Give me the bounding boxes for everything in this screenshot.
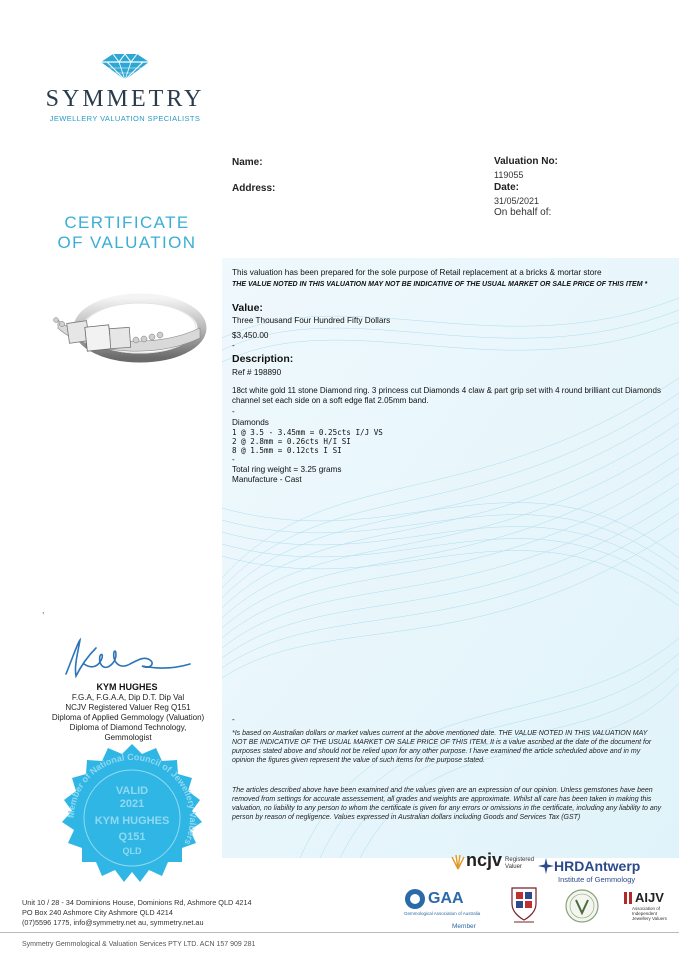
examination-note: The articles described above have been examined and the values given are an expression of our opinion. Unless gemstones have been removed from settings for accurate assessement, all grades and weights are approximate. Whilst all care has been taken in making this valuation, no liability to any person to whom the certificate is given for any errors or omissions in the certificate, including any liability to any person by reason of negligence. Values expressed in Australian dollars including Goods and Services Tax (GST) (232, 787, 662, 821)
footer-contact: (07)5596 1775, info@symmetry.net au, symmetry.net.au (22, 918, 204, 927)
notes-dash: - (232, 715, 235, 724)
aijv-text: AIJV (635, 890, 664, 905)
address-label: Address: (232, 183, 276, 194)
hrd-subtitle: Institute of Gemmology (558, 875, 636, 884)
aijv-sub-1: Association of (632, 906, 661, 911)
footer-divider (0, 932, 679, 933)
gaa-emblem-icon (404, 888, 426, 910)
credential-5: Gemmologist (104, 733, 152, 742)
credential-1: F.G.A, F.G.A.A, Dip D.T. Dip Val (71, 693, 185, 702)
ncjv-sub-1: Registered (505, 857, 535, 863)
signature-image (60, 634, 200, 684)
description-dash-1: - (232, 407, 235, 416)
aijv-sub-2: Independent (632, 911, 658, 916)
value-basis-note: *Is based on Australian dollars or market values current at the above mentioned date. THE VALUE NOTED IN THIS VALUATION MAY NOT BE INDICATIVE OF THE USUAL MARKET OR SALE PRICE OF THIS ITEM. It is a value ascribed at the date of the document for purposes stated above and should not be relied upon for any other purpose. I have examined the article scheduled above and in my opinion the figures given represent the value of such items for the purpose stated. (232, 730, 652, 764)
value-in-words: Three Thousand Four Hundred Fifty Dollars (232, 316, 391, 325)
diamond-line-1: 1 @ 3.5 - 3.45mm = 0.25cts I/J VS (232, 428, 383, 437)
signer-name: KYM HUGHES (96, 682, 158, 692)
description-heading: Description: (232, 353, 294, 365)
company-details: Symmetry Gemmological & Valuation Services PTY LTD. ACN 157 909 281 (22, 941, 256, 948)
valuation-no-label: Valuation No: (494, 156, 558, 167)
ncjv-logo (450, 850, 534, 871)
seal-line-5: QLD (122, 846, 142, 856)
seal-line-4: Q151 (118, 831, 146, 843)
gaa-text: GAA (428, 890, 464, 907)
ncjv-sunburst-icon (450, 853, 466, 871)
symmetry-logo (40, 52, 210, 123)
gaa-subtitle: Gemmological Association of Australia (404, 911, 481, 916)
credential-2: NCJV Registered Valuer Reg Q151 (65, 703, 191, 712)
diamond-logo-icon (93, 52, 157, 82)
manufacture: Manufacture - Cast (232, 475, 302, 484)
ncjv-text: ncjv (466, 850, 503, 870)
valuer-seal-stamp (56, 742, 208, 894)
value-amount: $3,450.00 (232, 331, 269, 340)
footer-address-2: PO Box 240 Ashmore City Ashmore QLD 4214 (22, 908, 173, 917)
certificate-title-line1: CERTIFICATE (64, 213, 190, 232)
diamonds-heading: Diamonds (232, 418, 269, 427)
gaa-member-label: Member (452, 923, 476, 930)
valuation-purpose: This valuation has been prepared for the sole purpose of Retail replacement at a bricks & mortar store (232, 268, 602, 277)
date-value: 31/05/2021 (494, 196, 540, 206)
value-heading: Value: (232, 302, 263, 314)
hrd-text: HRDAntwerp (554, 858, 641, 874)
on-behalf-label: On behalf of: (494, 207, 552, 218)
hrd-logo (538, 858, 640, 874)
seal-line-3: KYM HUGHES (94, 815, 170, 827)
date-label: Date: (494, 182, 520, 193)
seal-line-2: 2021 (119, 798, 145, 810)
reference-number: Ref # 198890 (232, 368, 282, 377)
certificate-title-line2: OF VALUATION (57, 233, 197, 252)
description-text: 18ct white gold 11 stone Diamond ring. 3 princess cut Diamonds 4 claw & part grip set with 4 round brilliant cut Diamonds channel set each side on a soft edge flat 2.05mm band. (232, 386, 661, 405)
ncjv-sub-2: Valuer (505, 864, 522, 870)
credential-3: Diploma of Applied Gemmology (Valuation) (51, 713, 205, 722)
certificate-title (42, 213, 212, 253)
hrd-star-icon (538, 858, 554, 874)
ring-photo (40, 280, 210, 390)
diamond-line-3: 8 @ 1.5mm = 0.12cts I SI (232, 446, 342, 455)
ring-weight: Total ring weight = 3.25 grams (232, 465, 342, 474)
seal-ring-text: Member of National Council of Jewellery Valuers (65, 751, 199, 847)
brand-tagline: JEWELLERY VALUATION SPECIALISTS (49, 114, 201, 123)
footer-address-1: Unit 10 / 28 - 34 Dominions House, Dominions Rd, Ashmore QLD 4214 (22, 898, 252, 907)
diamond-line-2: 2 @ 2.8mm = 0.26cts H/I SI (232, 437, 351, 446)
credential-4: Diploma of Diamond Technology, (69, 723, 187, 732)
brand-name: SYMMETRY (45, 86, 205, 112)
valuation-no: 119055 (494, 170, 524, 180)
value-disclaimer: THE VALUE NOTED IN THIS VALUATION MAY NOT BE INDICATIVE OF THE USUAL MARKET OR SALE PRICE OF THIS ITEM * (232, 281, 648, 288)
stray-mark: , (42, 605, 45, 615)
name-label: Name: (232, 157, 263, 168)
v-badge-icon (564, 888, 600, 924)
aijv-bars-icon (624, 892, 633, 904)
description-dash-2: - (232, 455, 235, 464)
coat-of-arms-icon (508, 884, 540, 924)
seal-line-1: VALID (115, 785, 149, 797)
value-dash: - (232, 341, 235, 350)
gaa-logo (404, 888, 464, 910)
aijv-logo (624, 890, 664, 905)
aijv-sub-3: Jewellery Valuers (632, 916, 667, 921)
